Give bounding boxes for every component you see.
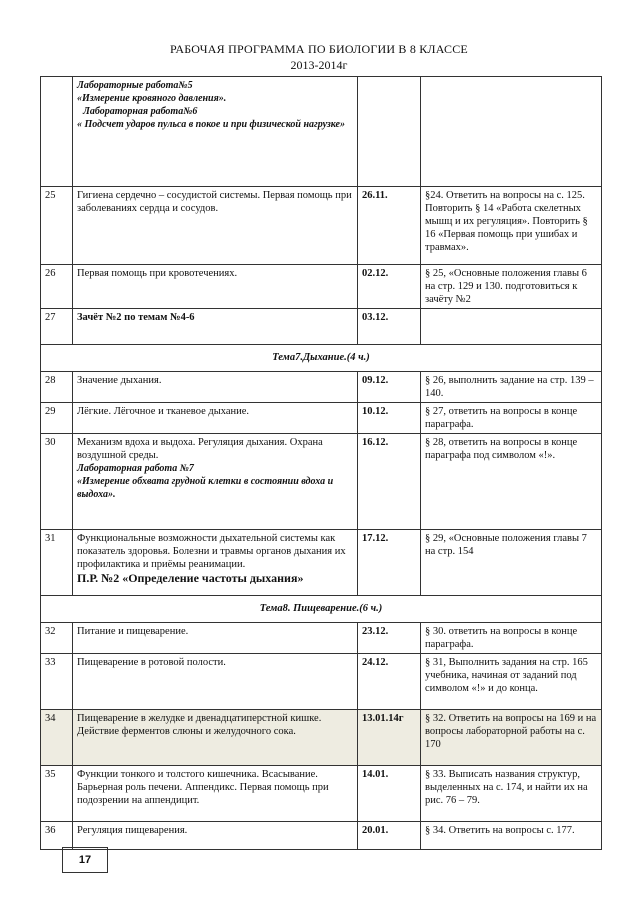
lesson-date: 26.11. (358, 187, 421, 265)
table-row (41, 403, 602, 434)
lesson-date: 09.12. (358, 372, 421, 403)
lesson-number: 32 (41, 623, 73, 654)
lesson-number: 28 (41, 372, 73, 403)
topic-row (41, 596, 602, 623)
lab-line: «Измерение обхвата грудной клетки в состоянии вдоха и выдоха». (77, 476, 334, 500)
table-row (41, 309, 602, 345)
lab-line: Лабораторные работа№5 (77, 80, 193, 91)
table-row (41, 434, 602, 530)
lesson-date: 24.12. (358, 654, 421, 710)
lesson-topic: Значение дыхания. (73, 372, 358, 403)
lesson-date: 14.01. (358, 766, 421, 822)
lesson-homework: § 26, выполнить задание на стр. 139 – 140. (421, 372, 602, 403)
table-row-highlighted (41, 710, 602, 766)
school-year: 2013-2014г (290, 58, 348, 72)
lesson-number: 26 (41, 265, 73, 309)
num-cell (41, 77, 73, 187)
lesson-topic-cell (73, 530, 358, 596)
table-row (41, 654, 602, 710)
document-title: РАБОЧАЯ ПРОГРАММА ПО БИОЛОГИИ В 8 КЛАССЕ (170, 42, 468, 56)
lesson-number: 27 (41, 309, 73, 345)
lesson-homework: § 29, «Основные положения главы 7 на стр. 154 (421, 530, 602, 596)
lesson-homework: § 25, «Основные положения главы 6 на стр. 129 и 130. подготовиться к зачёту №2 (421, 265, 602, 309)
lesson-date: 16.12. (358, 434, 421, 530)
topic-heading: Тема8. Пищеварение.(6 ч.) (41, 596, 602, 623)
table-row (41, 530, 602, 596)
topic-heading: Тема7.Дыхание.(4 ч.) (41, 345, 602, 372)
table-row (41, 766, 602, 822)
lesson-homework: §24. Ответить на вопросы на с. 125. Повторить § 14 «Работа скелетных мышц и их регуляция». Повторить § 16 «Первая помощь при ушибах и травмах». (421, 187, 602, 265)
lesson-homework: § 33. Выписать названия структур, выделенных на с. 174, и найти их на рис. 76 – 79. (421, 766, 602, 822)
table-row (41, 822, 602, 850)
lesson-date: 20.01. (358, 822, 421, 850)
lab-block-cell (73, 77, 358, 187)
lesson-number: 30 (41, 434, 73, 530)
lesson-homework: § 27, ответить на вопросы в конце параграфа. (421, 403, 602, 434)
lesson-homework: § 32. Ответить на вопросы на 169 и на вопросы лабораторной работы на с. 170 (421, 710, 602, 766)
practical-work: П.Р. №2 «Определение частоты дыхания» (77, 571, 304, 585)
lesson-number: 34 (41, 710, 73, 766)
lesson-topic-cell (73, 434, 358, 530)
lesson-number: 25 (41, 187, 73, 265)
lesson-date: 02.12. (358, 265, 421, 309)
lesson-number: 33 (41, 654, 73, 710)
lesson-topic: Регуляция пищеварения. (73, 822, 358, 850)
lesson-number: 29 (41, 403, 73, 434)
lesson-homework: § 31, Выполнить задания на стр. 165 учебника, начиная от заданий под символом «!» и до конца. (421, 654, 602, 710)
lesson-topic: Функциональные возможности дыхательной системы как показатель здоровья. Болезни и травмы органов дыхания их профилактика и приёмы реанимации. (77, 533, 346, 570)
lesson-date: 10.12. (358, 403, 421, 434)
lesson-topic: Механизм вдоха и выдоха. Регуляция дыхания. Охрана воздушной среды. (77, 437, 323, 461)
homework-cell (421, 77, 602, 187)
topic-row (41, 345, 602, 372)
lesson-topic: Зачёт №2 по темам №4-6 (73, 309, 358, 345)
lesson-homework: § 28, ответить на вопросы в конце параграфа под символом «!». (421, 434, 602, 530)
lesson-date: 03.12. (358, 309, 421, 345)
lesson-topic: Первая помощь при кровотечениях. (73, 265, 358, 309)
lesson-date: 13.01.14г (358, 710, 421, 766)
table-row (41, 623, 602, 654)
table-row (41, 187, 602, 265)
lesson-number: 36 (41, 822, 73, 850)
table-row (41, 372, 602, 403)
lesson-plan-table (40, 76, 602, 850)
lab-line: Лабораторная работа№6 (83, 106, 198, 117)
lesson-topic: Функции тонкого и толстого кишечника. Всасывание. Барьерная роль печени. Аппендикс. Первая помощь при подозрении на аппендицит. (73, 766, 358, 822)
lesson-topic: Питание и пищеварение. (73, 623, 358, 654)
lesson-topic: Пищеварение в желудке и двенадцатиперстной кишке. Действие ферментов слюны и желудочного сока. (73, 710, 358, 766)
lesson-number: 35 (41, 766, 73, 822)
lesson-topic: Пищеварение в ротовой полости. (73, 654, 358, 710)
lesson-homework: § 34. Ответить на вопросы с. 177. (421, 822, 602, 850)
lab-line: « Подсчет ударов пульса в покое и при физической нагрузке» (77, 119, 345, 130)
lesson-topic: Лёгкие. Лёгочное и тканевое дыхание. (73, 403, 358, 434)
lab-line: Лабораторная работа №7 (77, 463, 194, 474)
lesson-homework (421, 309, 602, 345)
lesson-date: 17.12. (358, 530, 421, 596)
lesson-homework: § 30. ответить на вопросы в конце параграфа. (421, 623, 602, 654)
lesson-topic: Гигиена сердечно – сосудистой системы. Первая помощь при заболеваниях сердца и сосудов. (73, 187, 358, 265)
lesson-number: 31 (41, 530, 73, 596)
lesson-date: 23.12. (358, 623, 421, 654)
table-row (41, 265, 602, 309)
page-number: 17 (62, 847, 108, 873)
date-cell (358, 77, 421, 187)
table-row (41, 77, 602, 187)
lab-line: «Измерение кровяного давления». (77, 93, 227, 104)
